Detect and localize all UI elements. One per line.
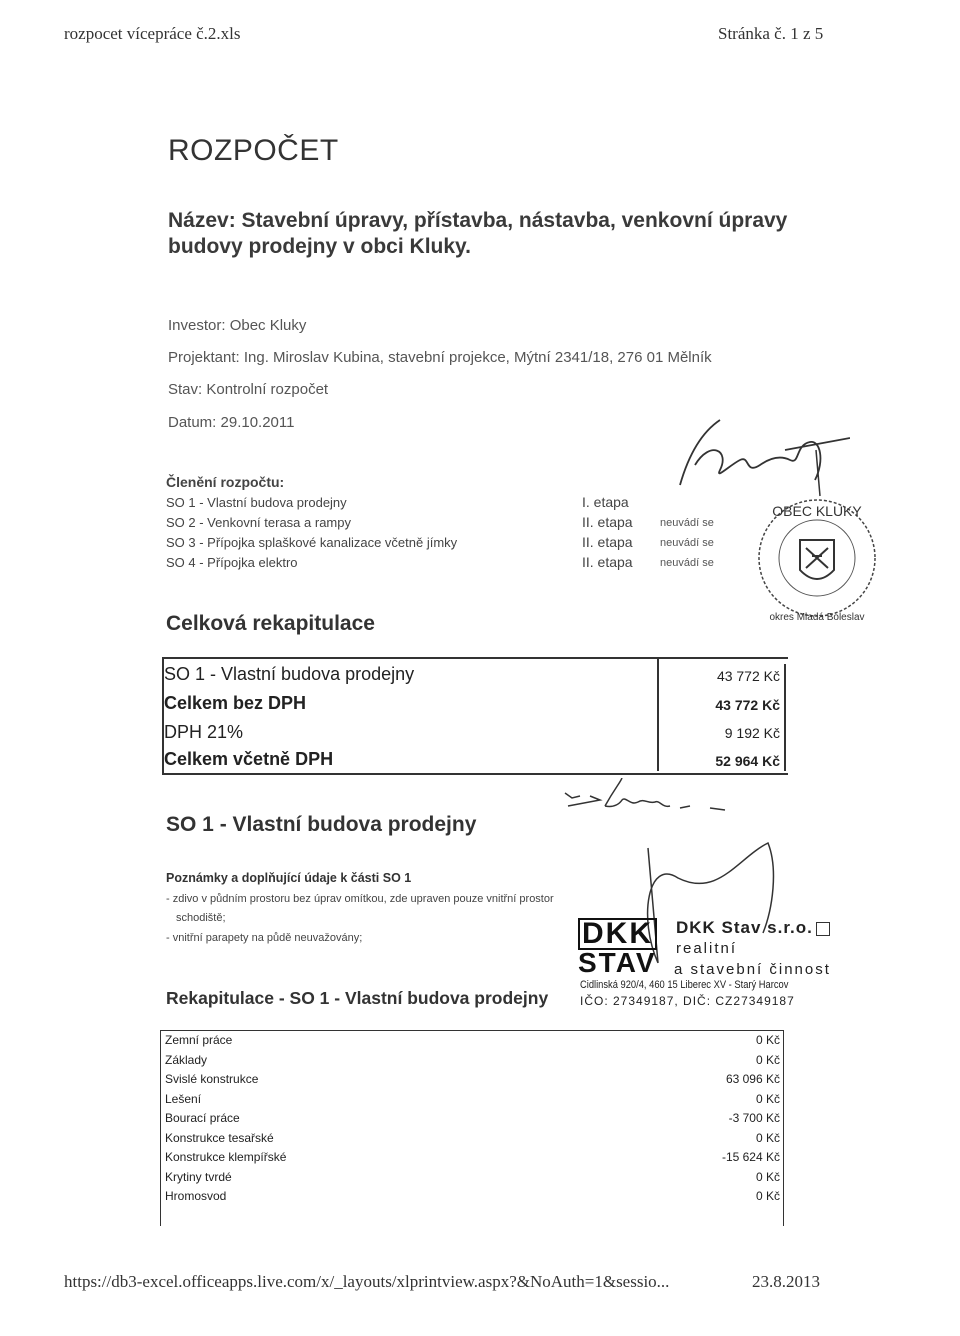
signature-contractor	[560, 778, 740, 828]
row-label: Lešení	[165, 1091, 202, 1106]
row-label: Základy	[165, 1052, 208, 1067]
stamp-top-text: OBEC KLUKY	[772, 503, 862, 519]
rek-so1-heading: Rekapitulace - SO 1 - Vlastní budova prodejny	[166, 988, 549, 1008]
table-row	[160, 1050, 784, 1070]
rekap-row-label: DPH 21%	[164, 722, 244, 742]
table-row	[160, 1186, 784, 1206]
rekap-row-value: 52 964 Kč	[715, 753, 780, 769]
table-row	[160, 1089, 784, 1109]
row-value: 0 Kč	[755, 1052, 780, 1067]
cleneni-note: neuvádí se	[660, 517, 714, 529]
table-right-border	[784, 664, 786, 771]
project-name: Název: Stavební úpravy, přístavba, nástavba, venkovní úpravy budovy prodejny v obci Kluky.	[168, 209, 788, 258]
cleneni-item: SO 3 - Přípojka splaškové kanalizace včetně jímky	[166, 535, 458, 550]
print-filename: rozpocet vícepráce č.2.xls	[64, 24, 241, 43]
so1-note: - zdivo v půdním prostoru bez úprav omítkou, zde upraven pouze vnitřní prostor	[166, 893, 554, 905]
company-logo-top: DKK	[578, 918, 657, 950]
page-title: ROZPOČET	[168, 134, 339, 167]
rekap-row-label: Celkem bez DPH	[164, 693, 307, 713]
company-box-icon	[816, 922, 830, 936]
table-row	[160, 1108, 784, 1128]
row-value: 0 Kč	[755, 1169, 780, 1184]
row-value: 63 096 Kč	[725, 1072, 780, 1086]
investor: Investor: Obec Kluky	[168, 317, 307, 334]
table-row	[160, 1167, 784, 1187]
row-label: Hromosvod	[165, 1189, 227, 1203]
rekap-row-value: 9 192 Kč	[724, 725, 780, 741]
stamp-bottom-text: okres Mladá Boleslav	[769, 612, 865, 623]
rekap-row-label: SO 1 - Vlastní budova prodejny	[164, 664, 415, 684]
company-logo	[578, 917, 664, 978]
table-divider	[657, 657, 659, 771]
row-label: Svislé konstrukce	[165, 1072, 259, 1086]
cleneni-etapa: II. etapa	[582, 514, 633, 530]
cleneni-item: SO 1 - Vlastní budova prodejny	[166, 495, 347, 510]
row-value: 0 Kč	[755, 1033, 780, 1047]
table-row	[160, 1147, 784, 1167]
rekap-row-label: Celkem včetně DPH	[164, 749, 334, 769]
company-line2: a stavební činnost	[674, 961, 831, 978]
company-address: Cidlinská 920/4, 460 15 Liberec XV - Starý Harcov	[580, 979, 789, 991]
print-url: https://db3-excel.officeapps.live.com/x/_layouts/xlprintview.aspx?&NoAuth=1&sessio...	[64, 1272, 670, 1291]
so1-note: schodiště;	[176, 912, 226, 924]
cleneni-etapa: II. etapa	[582, 554, 633, 570]
row-label: Konstrukce tesařské	[165, 1130, 274, 1145]
so1-note: - vnitřní parapety na půdě neuvažovány;	[166, 932, 363, 944]
table-row	[160, 1030, 784, 1050]
official-stamp	[752, 490, 882, 630]
table-row	[160, 1128, 784, 1148]
cleneni-etapa: II. etapa	[582, 534, 633, 550]
row-label: Konstrukce klempířské	[165, 1150, 287, 1164]
company-name: DKK Stav s.r.o.	[676, 918, 813, 937]
company-line1: realitní	[676, 940, 738, 957]
cleneni-etapa: I. etapa	[582, 494, 629, 510]
row-value: 0 Kč	[755, 1130, 780, 1145]
row-label: Zemní práce	[165, 1033, 233, 1047]
company-ids: IČO: 27349187, DIČ: CZ27349187	[580, 994, 795, 1008]
row-value: 0 Kč	[755, 1091, 780, 1106]
signature-mayor	[620, 410, 850, 500]
so1-heading: SO 1 - Vlastní budova prodejny	[166, 813, 477, 836]
rekap-row-value: 43 772 Kč	[716, 668, 780, 684]
print-page-info: Stránka č. 1 z 5	[718, 24, 824, 43]
rekap-row-value: 43 772 Kč	[715, 697, 780, 713]
row-label: Bourací práce	[165, 1111, 240, 1125]
datum: Datum: 29.10.2011	[168, 414, 295, 431]
row-value: 0 Kč	[755, 1189, 780, 1203]
cleneni-item: SO 4 - Přípojka elektro	[166, 555, 298, 570]
stav: Stav: Kontrolní rozpočet	[168, 381, 329, 398]
row-label: Krytiny tvrdé	[165, 1169, 232, 1184]
cleneni-note: neuvádí se	[660, 537, 714, 549]
cleneni-note: neuvádí se	[660, 557, 714, 569]
row-value: -15 624 Kč	[721, 1150, 780, 1164]
table-row	[160, 1069, 784, 1089]
print-date: 23.8.2013	[752, 1272, 820, 1291]
cleneni-heading: Členění rozpočtu:	[166, 474, 285, 490]
rekapitulace-heading: Celková rekapitulace	[166, 612, 375, 635]
company-logo-bottom: STAV	[578, 947, 657, 978]
cleneni-item: SO 2 - Venkovní terasa a rampy	[166, 515, 351, 530]
so1-notes-heading: Poznámky a doplňující údaje k části SO 1	[166, 871, 412, 885]
row-value: -3 700 Kč	[728, 1111, 780, 1125]
projektant: Projektant: Ing. Miroslav Kubina, stavební projekce, Mýtní 2341/18, 276 01 Mělník	[168, 349, 712, 366]
rek-so1-table	[160, 1030, 784, 1206]
